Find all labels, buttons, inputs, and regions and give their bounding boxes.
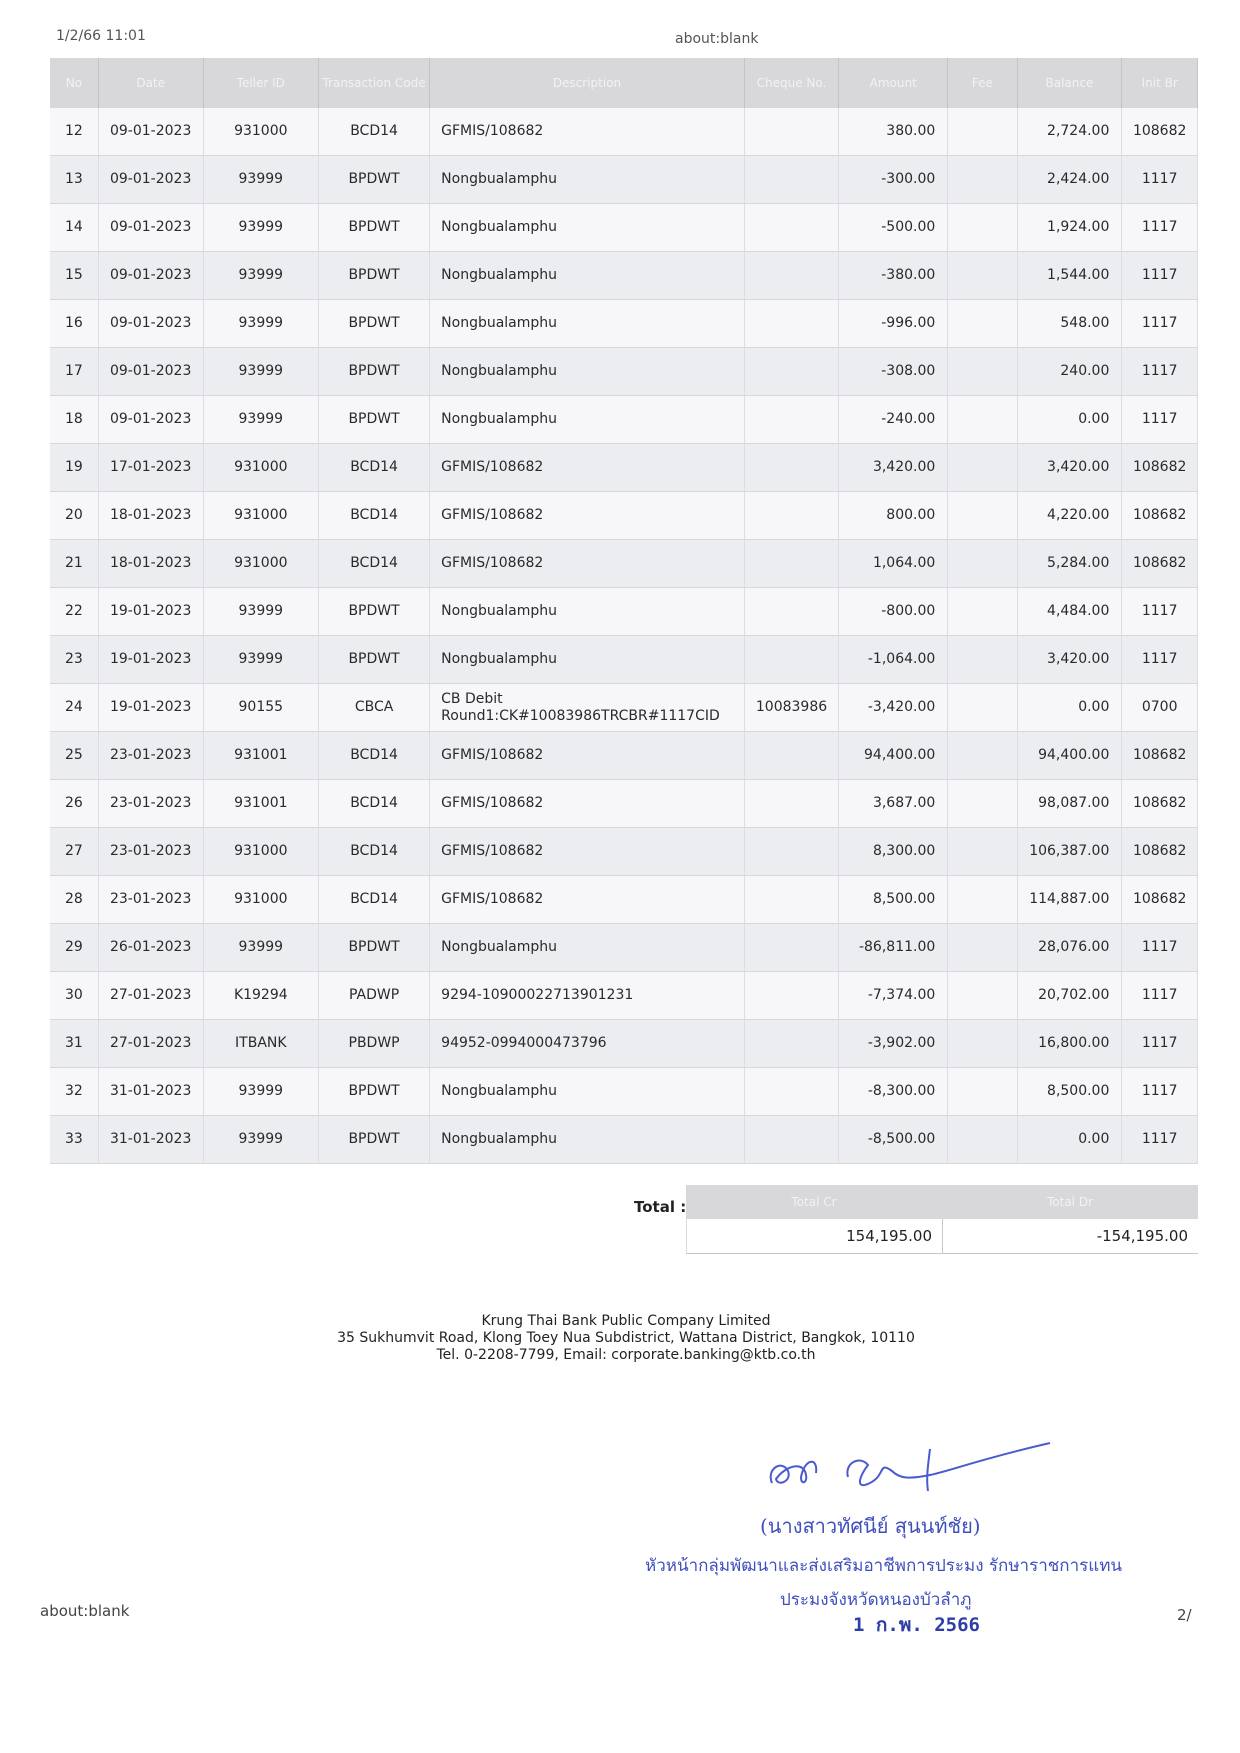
row-date: 09-01-2023 [98, 348, 203, 396]
totals-values [686, 1219, 1198, 1254]
row-cheque-no [744, 540, 838, 588]
row-init-branch: 1117 [1122, 204, 1198, 252]
col-header: Date [98, 58, 203, 108]
row-description: Nongbualamphu [430, 924, 745, 972]
row-date: 31-01-2023 [98, 1116, 203, 1164]
row-number: 19 [50, 444, 98, 492]
row-fee [948, 1068, 1017, 1116]
row-transaction-code: BCD14 [318, 732, 429, 780]
table-row [50, 588, 1198, 636]
row-cheque-no [744, 876, 838, 924]
row-cheque-no [744, 636, 838, 684]
row-transaction-code: BPDWT [318, 636, 429, 684]
row-transaction-code: BPDWT [318, 300, 429, 348]
row-cheque-no [744, 972, 838, 1020]
table-row [50, 300, 1198, 348]
row-description: GFMIS/108682 [430, 732, 745, 780]
row-amount: -996.00 [839, 300, 948, 348]
row-date: 19-01-2023 [98, 636, 203, 684]
table-body [50, 108, 1198, 1164]
row-teller-id: 931000 [203, 108, 318, 156]
row-init-branch: 108682 [1122, 828, 1198, 876]
row-balance: 4,484.00 [1017, 588, 1122, 636]
row-teller-id: 93999 [203, 588, 318, 636]
total-cr-value: 154,195.00 [686, 1219, 943, 1253]
row-cheque-no [744, 156, 838, 204]
row-amount: -3,902.00 [839, 1020, 948, 1068]
row-description: Nongbualamphu [430, 252, 745, 300]
row-init-branch: 1117 [1122, 1116, 1198, 1164]
table-row [50, 108, 1198, 156]
row-number: 15 [50, 252, 98, 300]
row-number: 21 [50, 540, 98, 588]
row-init-branch: 1117 [1122, 636, 1198, 684]
row-fee [948, 540, 1017, 588]
col-header: Cheque No. [744, 58, 838, 108]
row-amount: -7,374.00 [839, 972, 948, 1020]
row-fee [948, 924, 1017, 972]
row-transaction-code: BPDWT [318, 588, 429, 636]
row-balance: 1,544.00 [1017, 252, 1122, 300]
table-row [50, 492, 1198, 540]
row-amount: 3,420.00 [839, 444, 948, 492]
table-row [50, 540, 1198, 588]
row-description: GFMIS/108682 [430, 444, 745, 492]
table-row [50, 780, 1198, 828]
row-number: 20 [50, 492, 98, 540]
row-init-branch: 1117 [1122, 588, 1198, 636]
row-balance: 3,420.00 [1017, 636, 1122, 684]
row-description: GFMIS/108682 [430, 780, 745, 828]
row-init-branch: 108682 [1122, 492, 1198, 540]
row-amount: -1,064.00 [839, 636, 948, 684]
row-number: 13 [50, 156, 98, 204]
row-date: 09-01-2023 [98, 300, 203, 348]
row-fee [948, 156, 1017, 204]
row-amount: -86,811.00 [839, 924, 948, 972]
row-fee [948, 732, 1017, 780]
print-footer-url: about:blank [40, 1602, 130, 1620]
table-row [50, 1020, 1198, 1068]
row-number: 28 [50, 876, 98, 924]
row-number: 24 [50, 684, 98, 732]
row-balance: 548.00 [1017, 300, 1122, 348]
row-date: 27-01-2023 [98, 1020, 203, 1068]
row-transaction-code: BPDWT [318, 1068, 429, 1116]
row-teller-id: 931001 [203, 780, 318, 828]
row-fee [948, 972, 1017, 1020]
row-transaction-code: BCD14 [318, 492, 429, 540]
col-header: No [50, 58, 98, 108]
row-teller-id: 93999 [203, 300, 318, 348]
row-init-branch: 108682 [1122, 444, 1198, 492]
row-init-branch: 108682 [1122, 732, 1198, 780]
row-balance: 16,800.00 [1017, 1020, 1122, 1068]
row-transaction-code: BCD14 [318, 540, 429, 588]
bank-address: 35 Sukhumvit Road, Klong Toey Nua Subdistrict, Wattana District, Bangkok, 10110 [337, 1330, 915, 1346]
row-date: 23-01-2023 [98, 828, 203, 876]
row-date: 09-01-2023 [98, 156, 203, 204]
certifier-office: ประมงจังหวัดหนองบัวลำภู [780, 1590, 972, 1610]
row-description: Nongbualamphu [430, 300, 745, 348]
row-amount: -240.00 [839, 396, 948, 444]
row-init-branch: 108682 [1122, 108, 1198, 156]
table-row [50, 204, 1198, 252]
row-transaction-code: BPDWT [318, 1116, 429, 1164]
row-balance: 1,924.00 [1017, 204, 1122, 252]
row-transaction-code: BCD14 [318, 876, 429, 924]
table-row [50, 1068, 1198, 1116]
row-description: Nongbualamphu [430, 588, 745, 636]
row-date: 09-01-2023 [98, 396, 203, 444]
row-date: 09-01-2023 [98, 108, 203, 156]
col-header: Transaction Code [318, 58, 429, 108]
row-teller-id: 93999 [203, 156, 318, 204]
row-teller-id: 931001 [203, 732, 318, 780]
row-fee [948, 300, 1017, 348]
row-cheque-no [744, 492, 838, 540]
row-init-branch: 108682 [1122, 780, 1198, 828]
row-cheque-no [744, 780, 838, 828]
col-header: Amount [839, 58, 948, 108]
row-description: GFMIS/108682 [430, 876, 745, 924]
row-balance: 2,724.00 [1017, 108, 1122, 156]
row-transaction-code: BPDWT [318, 924, 429, 972]
row-cheque-no [744, 300, 838, 348]
row-init-branch: 1117 [1122, 348, 1198, 396]
total-dr-value: -154,195.00 [1096, 1227, 1188, 1245]
row-transaction-code: BPDWT [318, 156, 429, 204]
row-init-branch: 108682 [1122, 540, 1198, 588]
totals-box [686, 1185, 1198, 1254]
row-amount: 3,687.00 [839, 780, 948, 828]
col-header: Fee [948, 58, 1017, 108]
table-row [50, 876, 1198, 924]
row-cheque-no [744, 588, 838, 636]
table-row [50, 156, 1198, 204]
row-fee [948, 780, 1017, 828]
row-transaction-code: BPDWT [318, 348, 429, 396]
row-balance: 0.00 [1017, 684, 1122, 732]
row-teller-id: 93999 [203, 396, 318, 444]
row-date: 18-01-2023 [98, 492, 203, 540]
row-description: Nongbualamphu [430, 348, 745, 396]
row-description: GFMIS/108682 [430, 492, 745, 540]
row-balance: 0.00 [1017, 1116, 1122, 1164]
page-number: 2/ [1177, 1606, 1192, 1624]
row-description: 94952-0994000473796 [430, 1020, 745, 1068]
row-init-branch: 0700 [1122, 684, 1198, 732]
table-row [50, 924, 1198, 972]
row-balance: 240.00 [1017, 348, 1122, 396]
table-row [50, 636, 1198, 684]
row-cheque-no [744, 1020, 838, 1068]
col-header: Balance [1017, 58, 1122, 108]
print-datetime: 1/2/66 11:01 [56, 28, 146, 44]
row-date: 23-01-2023 [98, 876, 203, 924]
row-number: 23 [50, 636, 98, 684]
row-amount: -500.00 [839, 204, 948, 252]
row-transaction-code: BCD14 [318, 108, 429, 156]
statement-table [50, 58, 1198, 1164]
row-amount: 800.00 [839, 492, 948, 540]
row-init-branch: 1117 [1122, 924, 1198, 972]
row-amount: -308.00 [839, 348, 948, 396]
row-description: Nongbualamphu [430, 1068, 745, 1116]
row-transaction-code: BPDWT [318, 204, 429, 252]
row-number: 27 [50, 828, 98, 876]
row-teller-id: ITBANK [203, 1020, 318, 1068]
bank-contact: Tel. 0-2208-7799, Email: corporate.banking@ktb.co.th [436, 1347, 816, 1363]
table-header-row [50, 58, 1198, 108]
stamp-date: 1 ก.พ. 2566 [853, 1614, 980, 1636]
row-amount: 94,400.00 [839, 732, 948, 780]
certifier-name: (นางสาวทัศนีย์ สุนนท์ชัย) [760, 1514, 981, 1538]
row-cheque-no [744, 108, 838, 156]
row-fee [948, 252, 1017, 300]
table-row [50, 252, 1198, 300]
row-init-branch: 1117 [1122, 1068, 1198, 1116]
row-fee [948, 348, 1017, 396]
row-init-branch: 1117 [1122, 972, 1198, 1020]
table-row [50, 684, 1198, 732]
row-fee [948, 204, 1017, 252]
row-cheque-no [744, 1116, 838, 1164]
handwritten-signature [760, 1435, 1060, 1510]
row-cheque-no [744, 252, 838, 300]
row-teller-id: 93999 [203, 636, 318, 684]
row-balance: 98,087.00 [1017, 780, 1122, 828]
row-fee [948, 1020, 1017, 1068]
bank-name: Krung Thai Bank Public Company Limited [481, 1313, 771, 1329]
row-teller-id: 93999 [203, 1116, 318, 1164]
row-date: 23-01-2023 [98, 780, 203, 828]
row-transaction-code: BCD14 [318, 828, 429, 876]
row-teller-id: 931000 [203, 876, 318, 924]
row-cheque-no [744, 396, 838, 444]
row-cheque-no [744, 348, 838, 396]
row-description: GFMIS/108682 [430, 540, 745, 588]
row-transaction-code: PBDWP [318, 1020, 429, 1068]
row-number: 26 [50, 780, 98, 828]
row-description: Nongbualamphu [430, 396, 745, 444]
row-amount: 1,064.00 [839, 540, 948, 588]
row-number: 18 [50, 396, 98, 444]
row-fee [948, 492, 1017, 540]
row-number: 29 [50, 924, 98, 972]
totals-header [686, 1185, 1198, 1219]
row-balance: 2,424.00 [1017, 156, 1122, 204]
row-balance: 8,500.00 [1017, 1068, 1122, 1116]
row-date: 27-01-2023 [98, 972, 203, 1020]
row-teller-id: 90155 [203, 684, 318, 732]
row-transaction-code: BCD14 [318, 780, 429, 828]
row-transaction-code: BPDWT [318, 396, 429, 444]
row-cheque-no [744, 828, 838, 876]
row-amount: 380.00 [839, 108, 948, 156]
row-date: 23-01-2023 [98, 732, 203, 780]
row-date: 19-01-2023 [98, 588, 203, 636]
row-init-branch: 1117 [1122, 156, 1198, 204]
row-transaction-code: CBCA [318, 684, 429, 732]
row-teller-id: 931000 [203, 492, 318, 540]
row-init-branch: 1117 [1122, 396, 1198, 444]
row-init-branch: 1117 [1122, 300, 1198, 348]
certifier-title: หัวหน้ากลุ่มพัฒนาและส่งเสริมอาชีพการประมง รักษาราชการแทน [645, 1556, 1123, 1576]
row-cheque-no [744, 732, 838, 780]
row-balance: 28,076.00 [1017, 924, 1122, 972]
col-header: Init Br [1122, 58, 1198, 108]
row-number: 30 [50, 972, 98, 1020]
row-date: 26-01-2023 [98, 924, 203, 972]
row-cheque-no [744, 1068, 838, 1116]
row-fee [948, 876, 1017, 924]
print-url: about:blank [675, 31, 759, 47]
row-teller-id: 93999 [203, 204, 318, 252]
row-number: 17 [50, 348, 98, 396]
row-balance: 20,702.00 [1017, 972, 1122, 1020]
row-amount: -300.00 [839, 156, 948, 204]
row-fee [948, 444, 1017, 492]
row-balance: 114,887.00 [1017, 876, 1122, 924]
table-row [50, 828, 1198, 876]
row-amount: -8,300.00 [839, 1068, 948, 1116]
total-cr-header: Total Cr [791, 1195, 837, 1209]
row-description: Nongbualamphu [430, 204, 745, 252]
row-description: Nongbualamphu [430, 156, 745, 204]
row-balance: 94,400.00 [1017, 732, 1122, 780]
row-amount: -380.00 [839, 252, 948, 300]
table-row [50, 444, 1198, 492]
total-dr-header: Total Dr [1046, 1195, 1093, 1209]
row-date: 31-01-2023 [98, 1068, 203, 1116]
row-fee [948, 588, 1017, 636]
row-description: Nongbualamphu [430, 636, 745, 684]
row-amount: 8,300.00 [839, 828, 948, 876]
row-transaction-code: PADWP [318, 972, 429, 1020]
row-teller-id: 931000 [203, 540, 318, 588]
row-number: 25 [50, 732, 98, 780]
row-fee [948, 108, 1017, 156]
table-row [50, 348, 1198, 396]
row-cheque-no [744, 204, 838, 252]
row-cheque-no: 10083986 [744, 684, 838, 732]
row-number: 14 [50, 204, 98, 252]
row-date: 09-01-2023 [98, 204, 203, 252]
row-number: 33 [50, 1116, 98, 1164]
row-balance: 4,220.00 [1017, 492, 1122, 540]
row-description: GFMIS/108682 [430, 828, 745, 876]
row-amount: -3,420.00 [839, 684, 948, 732]
row-date: 09-01-2023 [98, 252, 203, 300]
row-teller-id: K19294 [203, 972, 318, 1020]
row-transaction-code: BCD14 [318, 444, 429, 492]
row-init-branch: 1117 [1122, 1020, 1198, 1068]
table-row [50, 732, 1198, 780]
col-header: Teller ID [203, 58, 318, 108]
bank-footer [300, 1313, 952, 1364]
row-balance: 5,284.00 [1017, 540, 1122, 588]
row-teller-id: 931000 [203, 828, 318, 876]
row-balance: 3,420.00 [1017, 444, 1122, 492]
row-balance: 106,387.00 [1017, 828, 1122, 876]
row-teller-id: 93999 [203, 924, 318, 972]
row-transaction-code: BPDWT [318, 252, 429, 300]
row-cheque-no [744, 924, 838, 972]
row-number: 31 [50, 1020, 98, 1068]
table-row [50, 1116, 1198, 1164]
row-fee [948, 828, 1017, 876]
row-balance: 0.00 [1017, 396, 1122, 444]
row-number: 12 [50, 108, 98, 156]
row-init-branch: 108682 [1122, 876, 1198, 924]
table-row [50, 396, 1198, 444]
row-amount: 8,500.00 [839, 876, 948, 924]
row-init-branch: 1117 [1122, 252, 1198, 300]
row-amount: -800.00 [839, 588, 948, 636]
row-fee [948, 396, 1017, 444]
row-fee [948, 684, 1017, 732]
row-date: 19-01-2023 [98, 684, 203, 732]
row-number: 32 [50, 1068, 98, 1116]
row-fee [948, 636, 1017, 684]
row-description: GFMIS/108682 [430, 108, 745, 156]
row-teller-id: 931000 [203, 444, 318, 492]
row-cheque-no [744, 444, 838, 492]
row-description: CB Debit Round1:CK#10083986TRCBR#1117CID [430, 684, 745, 732]
row-teller-id: 93999 [203, 1068, 318, 1116]
table-row [50, 972, 1198, 1020]
row-teller-id: 93999 [203, 348, 318, 396]
total-label: Total : [634, 1198, 687, 1216]
row-date: 18-01-2023 [98, 540, 203, 588]
row-number: 16 [50, 300, 98, 348]
row-number: 22 [50, 588, 98, 636]
row-description: 9294-10900022713901231 [430, 972, 745, 1020]
row-teller-id: 93999 [203, 252, 318, 300]
row-amount: -8,500.00 [839, 1116, 948, 1164]
col-header: Description [430, 58, 745, 108]
row-description: Nongbualamphu [430, 1116, 745, 1164]
row-fee [948, 1116, 1017, 1164]
row-date: 17-01-2023 [98, 444, 203, 492]
